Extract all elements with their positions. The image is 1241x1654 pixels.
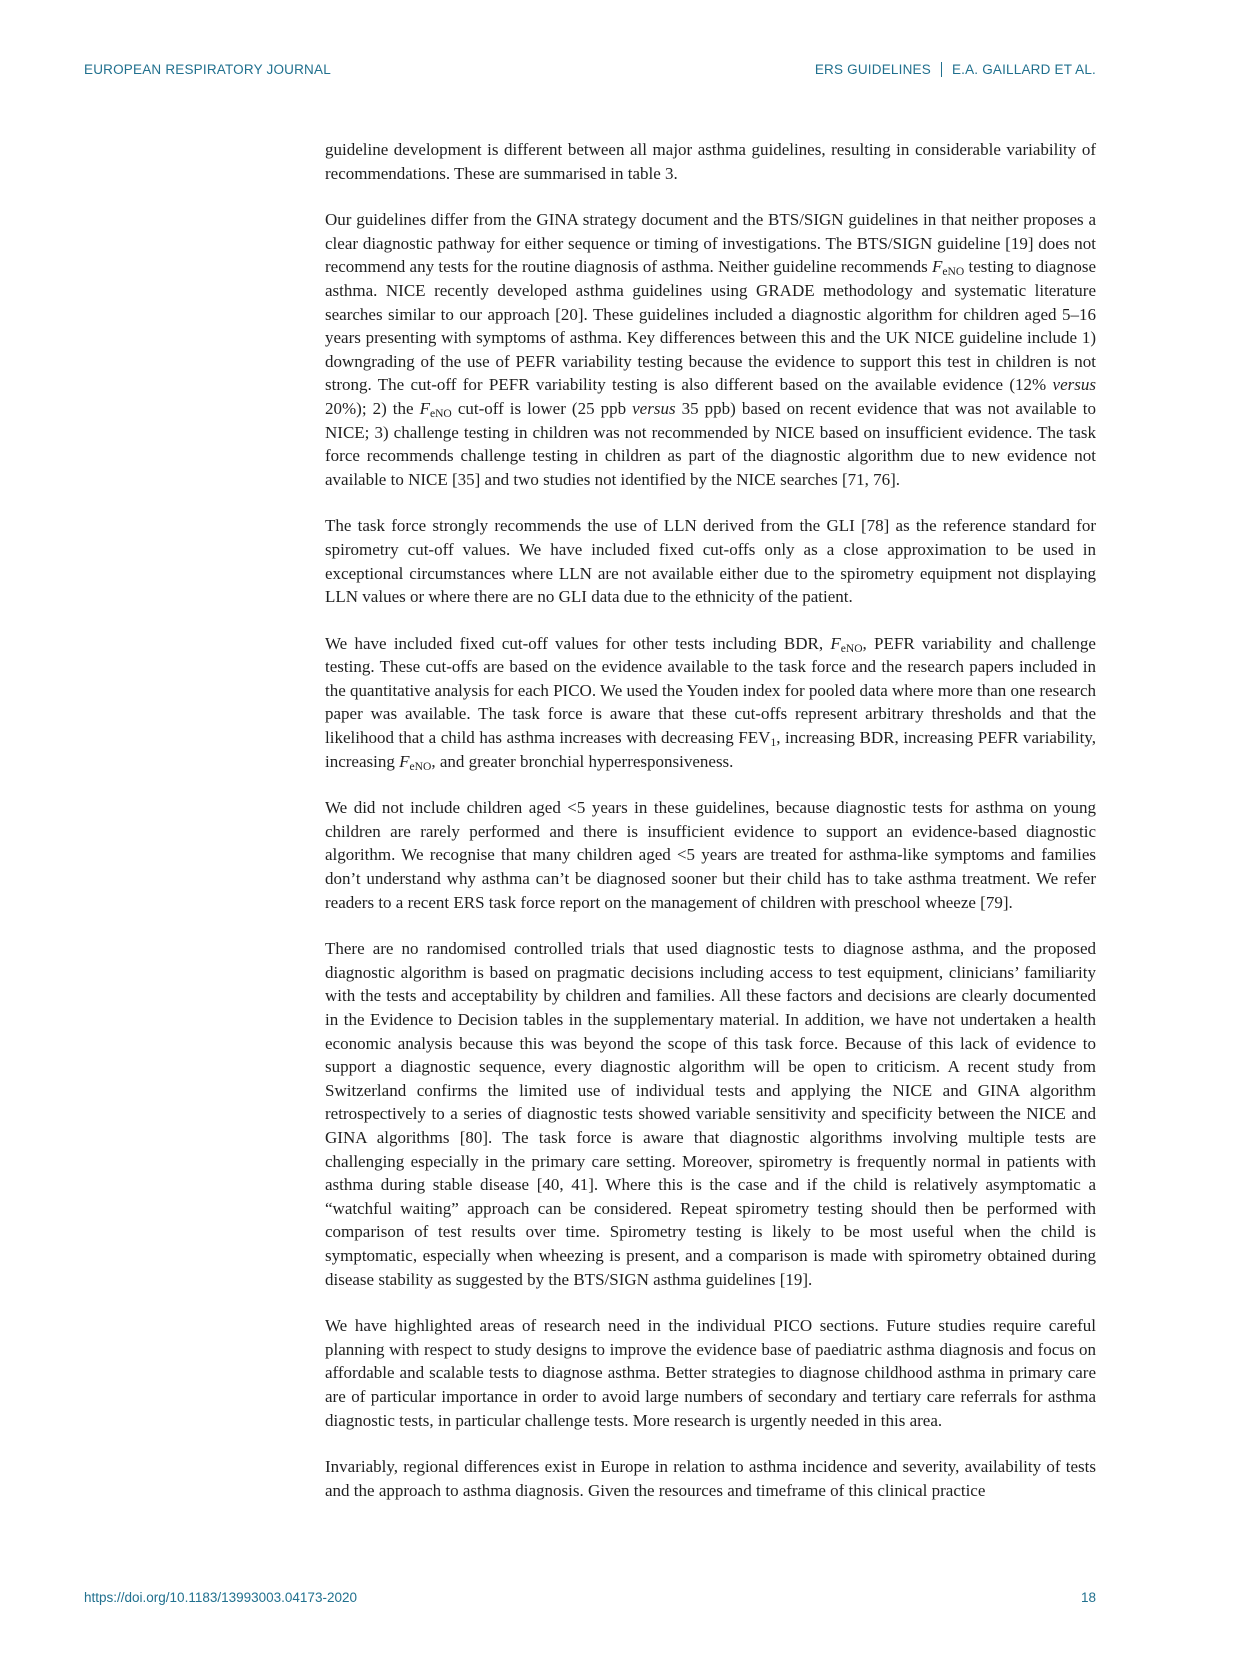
- article-body: [325, 138, 1096, 1525]
- header-divider: [941, 62, 942, 77]
- page-header: [84, 62, 1096, 77]
- page-footer: [84, 1590, 1096, 1605]
- page-number: 18: [1080, 1590, 1096, 1605]
- paragraph: The task force strongly recommends the use of LLN derived from the GLI [78] as the reference standard for spirometry cut-off values. We have included fixed cut-offs only as a close approximation to be used in exceptional circumstances where LLN are not available either due to the spirometry equipment not displaying LLN values or where there are no GLI data due to the ethnicity of the patient.: [325, 516, 1096, 607]
- journal-name: EUROPEAN RESPIRATORY JOURNAL: [84, 62, 331, 77]
- paragraph: We have highlighted areas of research need in the individual PICO sections. Future studies require careful planning with respect to study designs to improve the evidence base of paediatric asthma diagnosis and focus on affordable and scalable tests to diagnose asthma. Better strategies to diagnose childhood asthma in primary care are of particular importance in order to avoid large numbers of secondary and tertiary care referrals for asthma diagnostic tests, in particular challenge tests. More research is urgently needed in this area.: [325, 1316, 1096, 1430]
- paragraph: guideline development is different between all major asthma guidelines, resulting in considerable variability of recommendations. These are summarised in table 3.: [325, 140, 1096, 183]
- paragraph: Invariably, regional differences exist in Europe in relation to asthma incidence and severity, availability of tests and the approach to asthma diagnosis. Given the resources and timeframe of this clinical practice: [325, 1457, 1096, 1500]
- running-head-authors: E.A. GAILLARD ET AL.: [951, 62, 1096, 77]
- paragraph: We did not include children aged <5 years in these guidelines, because diagnostic tests for asthma on young children are rarely performed and there is insufficient evidence to support an evidence-based diagnostic algorithm. We recognise that many children aged <5 years are treated for asthma-like symptoms and families don’t understand why asthma can’t be diagnosed sooner but their child has to take asthma treatment. We refer readers to a recent ERS task force report on the management of children with preschool wheeze [79].: [325, 798, 1096, 912]
- paragraph: We have included fixed cut-off values for other tests including BDR, $F_{eNO}$, PEFR variability and challenge testing. These cut-offs are based on the evidence available to the task force and the research papers included in the quantitative analysis for each PICO. We used the Youden index for pooled data where more than one research paper was available. The task force is aware that these cut-offs represent arbitrary thresholds and that the likelihood that a child has asthma increases with decreasing $FEV_1$, increasing BDR, increasing PEFR variability, increasing $F_{eNO}$, and greater bronchial hyperresponsiveness.: [325, 633, 1096, 773]
- running-head-section: ERS GUIDELINES: [814, 62, 931, 77]
- doi-link[interactable]: https://doi.org/10.1183/13993003.04173-2020: [84, 1590, 357, 1605]
- paragraph: There are no randomised controlled trials that used diagnostic tests to diagnose asthma, and the proposed diagnostic algorithm is based on pragmatic decisions including access to test equipment, clinicians’ familiarity with the tests and acceptability by children and families. All these factors and decisions are clearly documented in the Evidence to Decision tables in the supplementary material. In addition, we have not undertaken a health economic analysis because this was beyond the scope of this task force. Because of this lack of evidence to support a diagnostic sequence, every diagnostic algorithm will be open to criticism. A recent study from Switzerland confirms the limited use of individual tests and applying the NICE and GINA algorithm retrospectively to a series of diagnostic tests showed variable sensitivity and specificity between the NICE and GINA algorithms [80]. The task force is aware that diagnostic algorithms involving multiple tests are challenging especially in the primary care setting. Moreover, spirometry is frequently normal in patients with asthma during stable disease [40, 41]. Where this is the case and if the child is relatively asymptomatic a “watchful waiting” approach can be considered. Repeat spirometry testing should then be performed with comparison of test results over time. Spirometry testing is likely to be most useful when the child is symptomatic, especially when wheezing is present, and a comparison is made with spirometry obtained during disease stability as suggested by the BTS/SIGN asthma guidelines [19].: [325, 939, 1096, 1289]
- paragraph: Our guidelines differ from the GINA strategy document and the BTS/SIGN guidelines in that neither proposes a clear diagnostic pathway for either sequence or timing of investigations. The BTS/SIGN guideline [19] does not recommend any tests for the routine diagnosis of asthma. Neither guideline recommends $F_{eNO}$ testing to diagnose asthma. NICE recently developed asthma guidelines using GRADE methodology and systematic literature searches similar to our approach [20]. These guidelines included a diagnostic algorithm for children aged 5–16 years presenting with symptoms of asthma. Key differences between this and the UK NICE guideline include 1) downgrading of the use of PEFR variability testing because the evidence to support this test in children is not strong. The cut-off for PEFR variability testing is also different based on the available evidence (12% versus 20%); 2) the $F_{eNO}$ cut-off is lower (25 ppb versus 35 ppb) based on recent evidence that was not available to NICE; 3) challenge testing in children was not recommended by NICE based on insufficient evidence. The task force recommends challenge testing in children as part of the diagnostic algorithm due to new evidence not available to NICE [35] and two studies not identified by the NICE searches [71, 76].: [325, 210, 1097, 489]
- running-head: [815, 62, 1096, 77]
